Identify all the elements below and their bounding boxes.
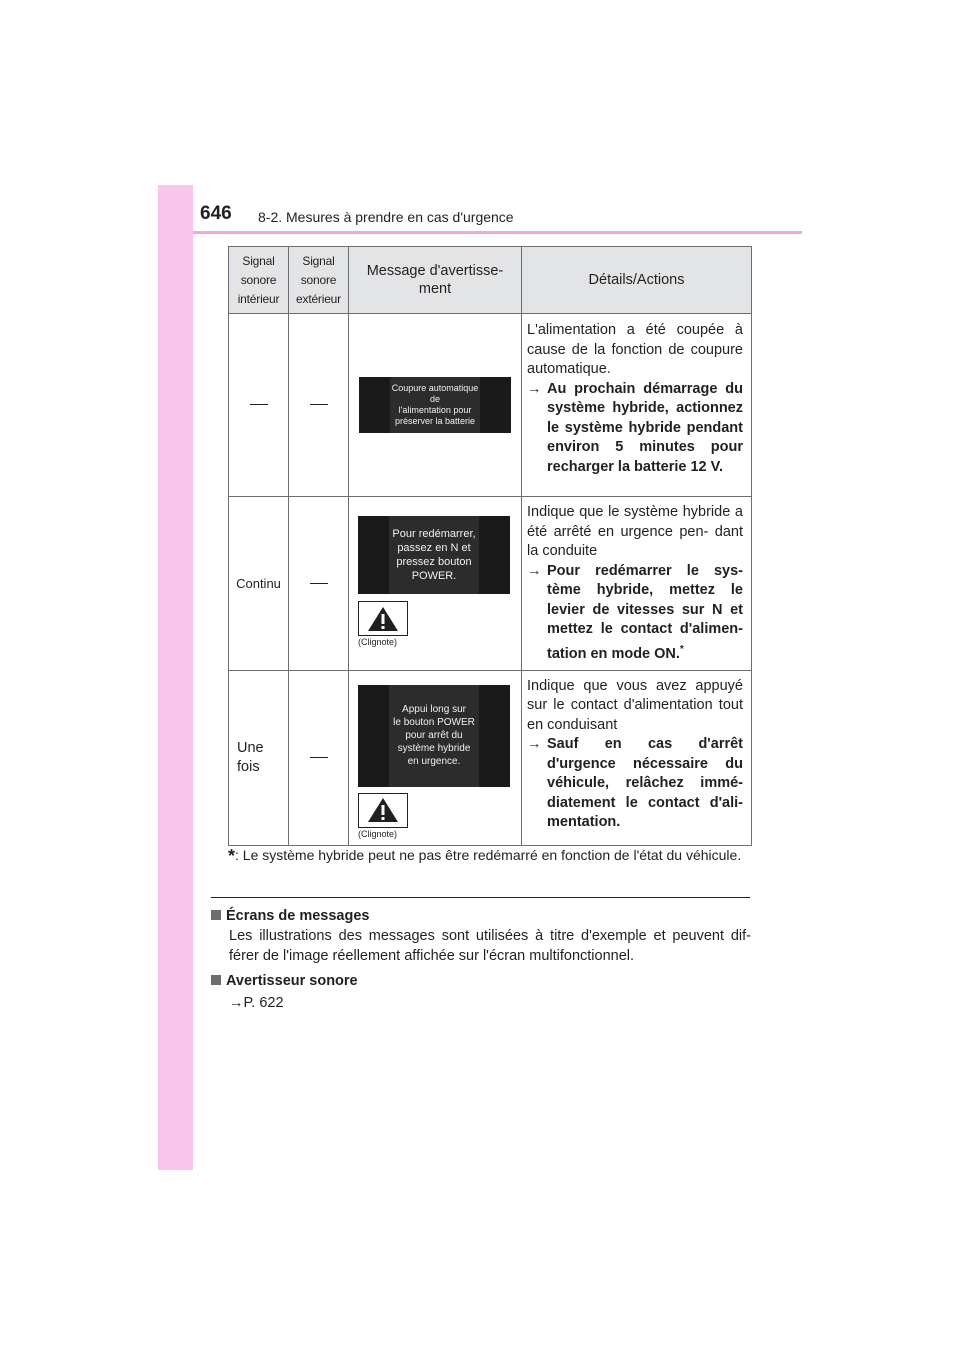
header-message-line: Message d'avertisse- [366, 263, 504, 279]
warning-message-screen [359, 377, 511, 433]
table-row [229, 670, 752, 845]
details-cell [522, 314, 752, 497]
section-title: 8-2. Mesures à prendre en cas d'urgence [258, 209, 514, 225]
warning-triangle-icon [358, 601, 408, 636]
message-cell [349, 497, 522, 671]
header-exterior-line: Signal [302, 253, 335, 268]
warning-message-screen [358, 516, 510, 594]
exterior-signal-cell [289, 314, 349, 497]
message-cell [349, 314, 522, 497]
action-text: Au prochain démarrage du système hybride, actionnez le système hybride pendant environ 5 minutes pour recharger la batterie 12 V. [547, 380, 743, 475]
table-row [229, 314, 752, 497]
screen-text [389, 516, 479, 594]
header-exterior-signal [289, 247, 349, 314]
page-reference-text[interactable]: P. 622 [243, 995, 284, 1011]
action-text-body: Pour redémarrer le sys- tème hybride, mettez le levier de vitesses sur N et mettez le contact d'alimen- tation en mode ON. [547, 562, 743, 662]
warning-table [228, 246, 752, 846]
section-divider [211, 897, 750, 898]
screen-line: POWER. [411, 570, 457, 582]
dash-none [310, 757, 328, 758]
arrow-icon: → [527, 380, 542, 397]
screen-line: préserver la batterie [394, 416, 476, 426]
header-interior-line: Signal [242, 253, 275, 268]
footnote-marker: * [679, 643, 684, 655]
dash-none [310, 404, 328, 405]
blink-note: (Clignote) [358, 637, 398, 647]
action-item [527, 380, 743, 478]
screen-line: Appui long sur [402, 704, 466, 716]
screen-line: le bouton POWER [393, 717, 475, 729]
table-row [229, 497, 752, 671]
signal-text: fois [237, 758, 260, 775]
interior-signal-cell [229, 314, 289, 497]
header-interior-line: sonore [240, 272, 277, 287]
screen-text [389, 685, 479, 787]
exterior-signal-cell [289, 670, 349, 845]
arrow-icon: → [527, 562, 542, 579]
horn-section [211, 971, 751, 1013]
screen-text [390, 377, 480, 433]
section-text: Les illustrations des messages sont utilisées à titre d'exemple et peuvent dif- férer de l'image réellement affichée sur l'écran multifonctionnel. [229, 928, 751, 964]
dash-none [250, 404, 268, 405]
warning-triangle-icon [358, 793, 408, 828]
bullet-square-icon [211, 910, 221, 920]
interior-signal-cell [229, 497, 289, 671]
screen-line: Coupure automatique de [391, 383, 479, 404]
action-item [527, 562, 743, 664]
header-exterior-line: extérieur [296, 291, 341, 306]
screen-line: système hybride [397, 743, 471, 755]
header-details-actions: Détails/Actions [522, 247, 752, 314]
interior-signal-cell [229, 670, 289, 845]
screen-line: Pour redémarrer, [392, 528, 476, 540]
signal-text: Une [237, 739, 264, 756]
bullet-square-icon [211, 975, 221, 985]
screen-line: pour arrêt du [405, 730, 463, 742]
page-number: 646 [200, 203, 232, 224]
action-text: Sauf en cas d'arrêt d'urgence nécessaire du véhicule, relâchez immé- diatement le contact d'ali- mentation. [547, 736, 743, 831]
footnote [228, 846, 750, 866]
page-reference[interactable] [211, 993, 751, 1013]
details-text: Indique que vous avez appuyé sur le contact d'alimentation tout en conduisant [527, 677, 743, 733]
screen-line: passez en N et [397, 542, 471, 554]
screen-line: l'alimentation pour [398, 405, 472, 415]
arrow-icon: → [229, 995, 244, 1011]
heading-text: Avertisseur sonore [226, 973, 358, 989]
header-exterior-line: sonore [300, 272, 337, 287]
details-text: L'alimentation a été coupée à cause de la fonction de coupure automatique. [527, 322, 743, 377]
details-cell [522, 670, 752, 845]
signal-text: Continu [236, 575, 281, 591]
section-heading [211, 906, 751, 926]
header-interior-line: intérieur [237, 291, 280, 306]
message-cell [349, 670, 522, 845]
side-tab-band [158, 185, 193, 1170]
warning-message-screen [358, 685, 510, 787]
exterior-signal-cell [289, 497, 349, 671]
header-rule [193, 231, 802, 234]
action-item [527, 735, 743, 833]
section-heading [211, 971, 751, 991]
arrow-icon: → [527, 736, 542, 753]
screen-line: en urgence. [407, 756, 461, 768]
header-warning-message [349, 247, 522, 314]
messages-section [211, 906, 751, 966]
footnote-star: * [228, 846, 236, 866]
details-text: Indique que le système hybride a été arrêté en urgence pen- dant la conduite [527, 504, 743, 559]
screen-line: pressez bouton [396, 556, 472, 568]
dash-none [310, 583, 328, 584]
table-header-row [229, 247, 752, 314]
header-message-line: ment [418, 281, 452, 297]
action-text [547, 562, 743, 664]
details-cell [522, 497, 752, 671]
footnote-text: : Le système hybride peut ne pas être redémarré en fonction de l'état du véhicule. [235, 847, 742, 863]
blink-note: (Clignote) [358, 828, 398, 839]
heading-text: Écrans de messages [226, 908, 370, 924]
header-interior-signal [229, 247, 289, 314]
